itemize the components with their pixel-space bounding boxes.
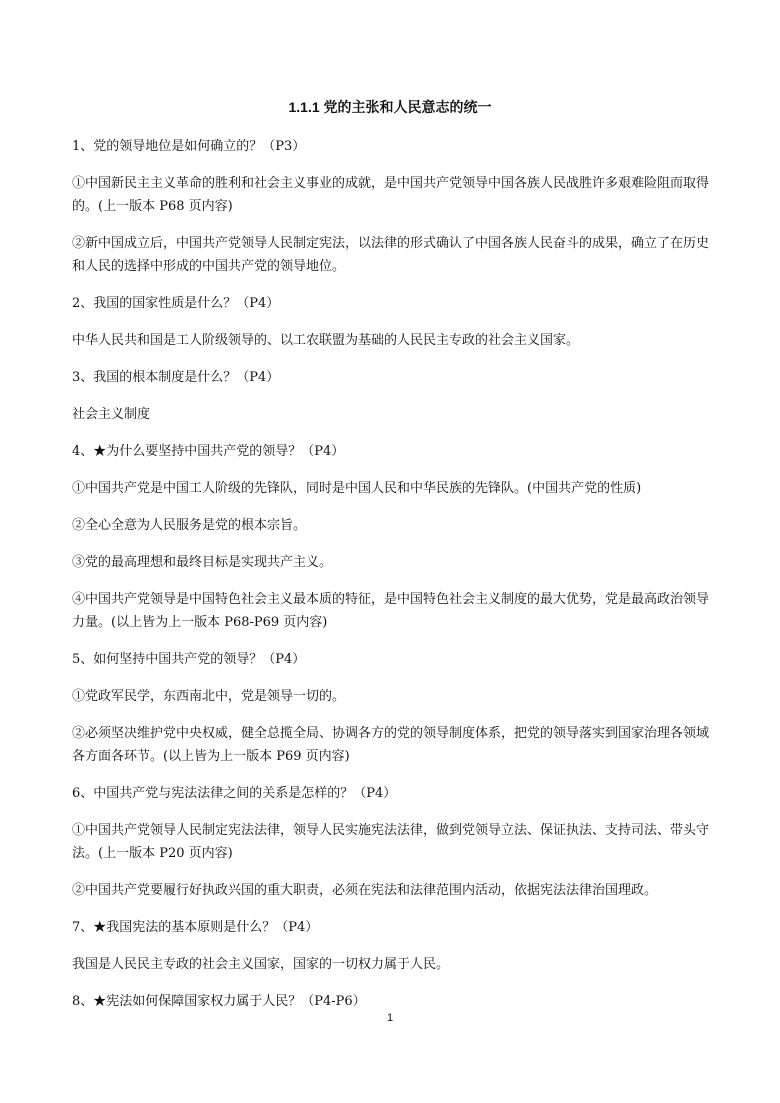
answer-2: 中华人民共和国是工人阶级领导的、以工农联盟为基础的人民民主专政的社会主义国家。 — [72, 333, 580, 348]
answer-5-1: ①党政军民学，东西南北中，党是领导一切的。 — [72, 689, 346, 704]
page-title: 1.1.1 党的主张和人民意志的统一 — [288, 99, 492, 115]
answer-4-3: ③党的最高理想和最终目标是实现共产主义。 — [72, 555, 333, 570]
answer-6-2: ②中国共产党要履行好执政兴国的重大职责，必须在宪法和法律范围内活动，依据宪法法律治国理政。 — [72, 883, 658, 898]
answer-6-1: ①中国共产党领导人民制定宪法法律，领导人民实施宪法法律，做到党领导立法、保证执法、支持司法、带头守法。(上一版本 P20 页内容) — [72, 823, 710, 861]
question-4: 4、★为什么要坚持中国共产党的领导？（P4） — [72, 444, 345, 459]
answer-7: 我国是人民民主专政的社会主义国家，国家的一切权力属于人民。 — [72, 957, 450, 972]
question-7: 7、★我国宪法的基本原则是什么？（P4） — [72, 920, 319, 935]
document-body — [72, 135, 717, 1027]
question-2: 2、我国的国家性质是什么？（P4） — [72, 296, 280, 311]
question-8: 8、★宪法如何保障国家权力属于人民？（P4-P6） — [72, 994, 366, 1009]
question-1: 1、党的领导地位是如何确立的？（P3） — [72, 139, 306, 154]
answer-5-2: ②必须坚决维护党中央权威，健全总揽全局、协调各方的党的领导制度体系，把党的领导落实到国家治理各领域各方面各环节。(以上皆为上一版本 P69 页内容) — [72, 726, 710, 764]
answer-4-1: ①中国共产党是中国工人阶级的先锋队，同时是中国人民和中华民族的先锋队。(中国共产党的性质) — [72, 481, 642, 496]
question-6: 6、中国共产党与宪法法律之间的关系是怎样的？（P4） — [72, 786, 397, 801]
answer-1-1: ①中国新民主主义革命的胜利和社会主义事业的成就，是中国共产党领导中国各族人民战胜许多艰难险阻而取得的。(上一版本 P68 页内容) — [72, 176, 710, 214]
question-5: 5、如何坚持中国共产党的领导？（P4） — [72, 652, 306, 667]
answer-1-2: ②新中国成立后，中国共产党领导人民制定宪法，以法律的形式确认了中国各族人民奋斗的成果，确立了在历史和人民的选择中形成的中国共产党的领导地位。 — [72, 236, 710, 274]
page-number: 1 — [386, 1012, 394, 1024]
answer-3: 社会主义制度 — [72, 407, 151, 422]
question-3: 3、我国的根本制度是什么？（P4） — [72, 370, 280, 385]
answer-4-2: ②全心全意为人民服务是党的根本宗旨。 — [72, 518, 307, 533]
answer-4-4: ④中国共产党领导是中国特色社会主义最本质的特征，是中国特色社会主义制度的最大优势，党是最高政治领导力量。(以上皆为上一版本 P68-P69 页内容) — [72, 592, 710, 630]
